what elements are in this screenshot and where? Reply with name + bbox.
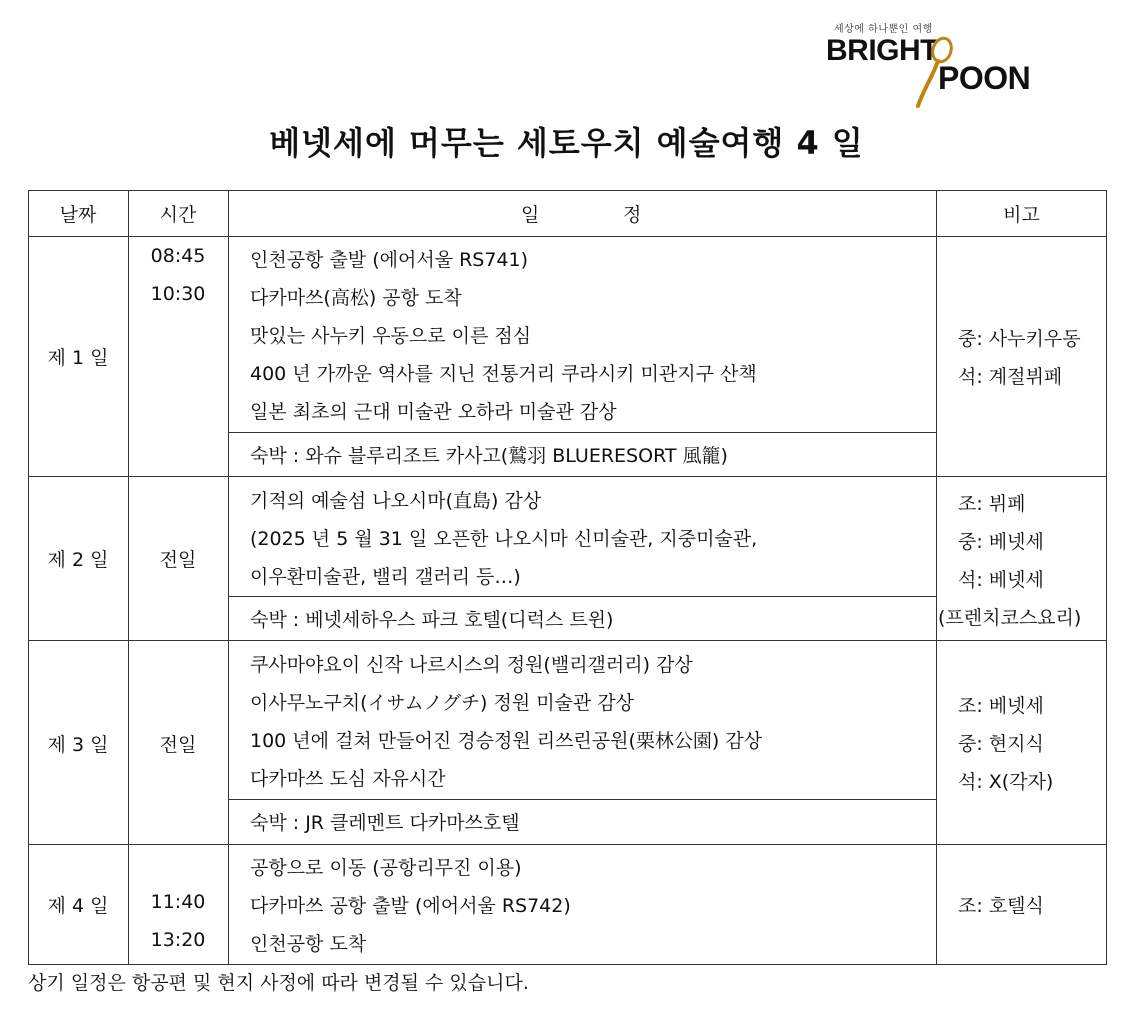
footnote: 상기 일정은 항공편 및 현지 사정에 따라 변경될 수 있습니다. <box>28 972 529 994</box>
header-schedule-1: 일 <box>521 204 540 226</box>
day3-note: 중: 현지식 <box>958 733 1044 755</box>
day2-item: (2025 년 5 월 31 일 오픈한 나오시마 신미술관, 지중미술관, <box>250 528 758 550</box>
table-border-right <box>1106 190 1107 965</box>
day3-label: 제 3 일 <box>47 734 109 756</box>
day2-lodging: 숙박 : 베넷세하우스 파크 호텔(디럭스 트윈) <box>250 609 614 631</box>
day4-note: 조: 호텔식 <box>958 895 1044 917</box>
day2-label: 제 2 일 <box>47 549 109 571</box>
day4-label: 제 4 일 <box>47 895 109 917</box>
header-time: 시간 <box>159 204 197 226</box>
col-divider-schedule <box>936 190 937 965</box>
day2-lodging-divider <box>228 596 936 597</box>
day1-item: 인천공항 출발 (에어서울 RS741) <box>250 249 529 271</box>
day2-note: (프렌치코스요리) <box>938 607 1082 629</box>
day4-time-1: 11:40 <box>150 891 206 913</box>
day2-note: 석: 베넷세 <box>958 569 1044 591</box>
day3-divider <box>28 844 1107 845</box>
brand-word-poon: POON <box>938 60 1031 96</box>
day3-item: 쿠사마야요이 신작 나르시스의 정원(밸리갤러리) 감상 <box>250 654 693 676</box>
itinerary-table <box>28 190 1107 965</box>
table-border-bottom <box>28 964 1107 965</box>
day1-item: 다카마쓰(高松) 공항 도착 <box>250 287 462 309</box>
day2-note: 조: 뷔페 <box>958 493 1026 515</box>
col-divider-date <box>128 190 129 965</box>
page-title: 베넷세에 머무는 세토우치 예술여행 4 일 <box>269 124 864 162</box>
day2-time: 전일 <box>159 549 197 571</box>
header-note: 비고 <box>1003 204 1040 226</box>
day4-item: 공항으로 이동 (공항리무진 이용) <box>250 857 522 879</box>
day2-divider <box>28 640 1107 641</box>
col-divider-time <box>228 190 229 965</box>
day1-note: 석: 계절뷔페 <box>958 366 1063 388</box>
header-divider <box>28 236 1107 237</box>
day4-item: 다카마쓰 공항 출발 (에어서울 RS742) <box>250 895 571 917</box>
day1-lodging: 숙박 : 와슈 블루리조트 카사고(鷲羽 BLUERESORT 風籠) <box>250 445 728 467</box>
day1-time-2: 10:30 <box>150 283 206 305</box>
day1-label: 제 1 일 <box>47 347 109 369</box>
table-border-left <box>28 190 29 965</box>
day1-time-1: 08:45 <box>150 245 206 267</box>
table-border-top <box>28 190 1107 191</box>
brand-tagline: 세상에 하나뿐인 여행 <box>834 24 933 35</box>
brand-logo <box>826 18 1066 110</box>
day1-note: 중: 사누키우동 <box>958 328 1081 350</box>
day1-lodging-divider <box>228 432 936 433</box>
day3-item: 다카마쓰 도심 자유시간 <box>250 768 446 790</box>
day3-item: 100 년에 걸쳐 만들어진 경승정원 리쓰린공원(栗林公園) 감상 <box>250 730 763 752</box>
day4-time-2: 13:20 <box>150 929 206 951</box>
day1-item: 400 년 가까운 역사를 지닌 전통거리 쿠라시키 미관지구 산책 <box>250 363 757 385</box>
day3-note: 석: X(각자) <box>958 771 1054 793</box>
day1-item: 맛있는 사누키 우동으로 이른 점심 <box>250 325 532 347</box>
day1-item: 일본 최초의 근대 미술관 오하라 미술관 감상 <box>250 401 617 423</box>
day3-item: 이사무노구치(イサムノグチ) 정원 미술관 감상 <box>250 692 635 714</box>
day3-time: 전일 <box>159 734 197 756</box>
day3-lodging: 숙박 : JR 클레멘트 다카마쓰호텔 <box>250 812 520 834</box>
day3-lodging-divider <box>228 799 936 800</box>
day2-item: 이우환미술관, 밸리 갤러리 등…) <box>250 566 521 588</box>
day1-divider <box>28 476 1107 477</box>
brand-word-bright: BRIGHT <box>826 34 938 67</box>
day3-note: 조: 베넷세 <box>958 695 1044 717</box>
day2-item: 기적의 예술섬 나오시마(直島) 감상 <box>250 490 542 512</box>
header-schedule-2: 정 <box>623 204 642 226</box>
header-date: 날짜 <box>59 204 97 226</box>
day2-note: 중: 베넷세 <box>958 531 1044 553</box>
day4-item: 인천공항 도착 <box>250 933 367 955</box>
